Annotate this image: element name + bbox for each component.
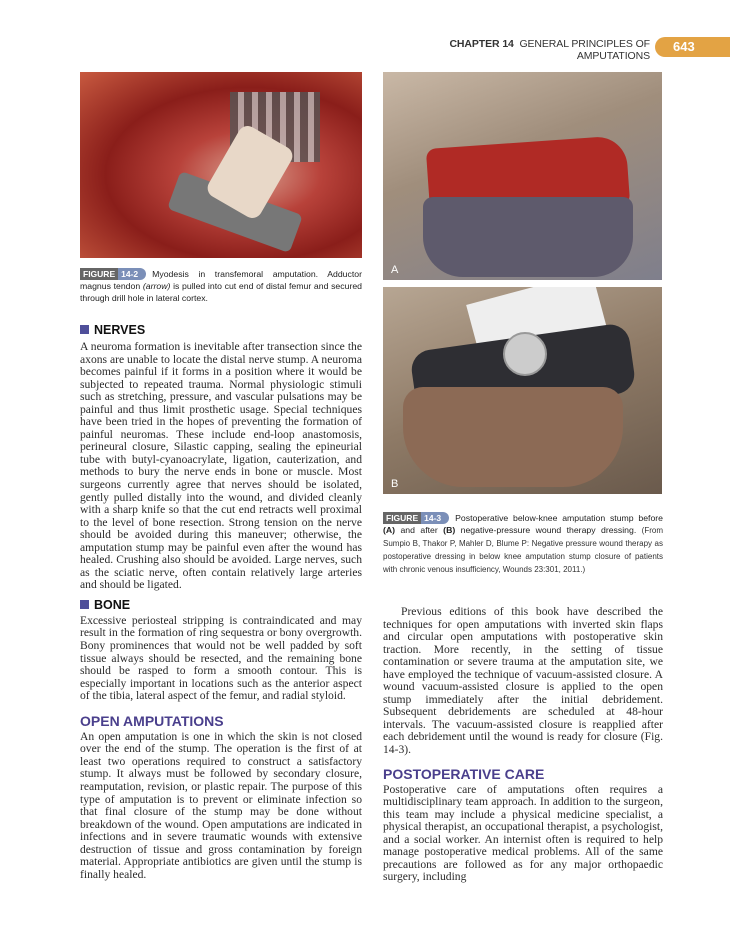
postoperative-care-body: Postoperative care of amputations often requires a multidisciplinary team approach. In addition to the surgeon, this team may include a physical medicine specialist, a physical therapist, an occupational therapist, a psychologist, and a social worker. An internist often is required to help manage postoperative medical problems. All of the same precautions are followed as for any major orthopaedic surgery, including	[383, 782, 663, 884]
figure-14-2-caption	[80, 268, 362, 304]
figure-label: FIGURE	[80, 268, 118, 280]
figure-14-3a-photo	[383, 72, 662, 280]
caption-text: Postoperative below-knee amputation stump before	[455, 513, 663, 523]
caption-text: negative-pressure wound therapy dressing.	[455, 525, 637, 535]
caption-text: and after	[395, 525, 444, 535]
caption-ref-a: (A)	[383, 525, 396, 535]
open-amputations-continued: Previous editions of this book have described the techniques for open amputations with inverted skin flaps and circular open amputations with postoperative skin traction. More recently, in the setting of tissue contamination or severe trauma at the amputation site, we have employed the technique of vacuum-assisted closure. A wound vacuum-assisted closure is applied to the open stump immediately after the initial debridement. Subsequent debridements are scheduled at 48-hour intervals. The vacuum-assisted closure is reapplied after each debridement until the wound is ready for closure (Fig. 14-3).	[383, 605, 663, 757]
bone-heading: BONE	[80, 598, 362, 612]
figure-number: 14-2	[118, 268, 146, 280]
open-amputations-body: An open amputation is one in which the skin is not closed over the end of the stump. The operation is the first of at least two operations required to construct a satisfactory stump. It always must be followed by secondary closure, reamputation, revision, or plastic repair. The purpose of this type of amputation is to prevent or eliminate infection so that final closure of the stump may be done without breakdown of the wound. Open amputations are indicated in infections and in severe traumatic wounds with extensive destruction of tissue and gross contamination by foreign material. Appropriate antibiotics are given until the stump is finally healed.	[80, 729, 362, 881]
postoperative-care-heading: POSTOPERATIVE CARE	[383, 765, 545, 782]
bone-body: Excessive periosteal stripping is contraindicated and may result in the formation of ring sequestra or bony overgrowth. Bony prominences that would not be well padded by soft tissue always should be resected, and the remaining bone should be rasped to form a smooth contour. This is especially important in locations such as the anterior aspect of the tibia, lateral aspect of the femur, and radial styloid.	[80, 613, 362, 703]
open-amputations-heading: OPEN AMPUTATIONS	[80, 712, 224, 729]
page-number: 643	[655, 37, 730, 57]
right-column	[383, 606, 663, 884]
figure-14-3-caption	[383, 512, 663, 576]
caption-ref-b: (B)	[443, 525, 456, 535]
panel-label-a: A	[391, 264, 399, 276]
figure-label: FIGURE	[383, 512, 421, 524]
nerves-heading: NERVES	[80, 323, 362, 337]
figure-14-2-photo	[80, 72, 362, 258]
figure-number: 14-3	[421, 512, 449, 524]
panel-label-b: B	[391, 478, 399, 490]
chapter-number: CHAPTER 14	[449, 38, 514, 50]
running-header	[380, 38, 650, 62]
nerves-body: A neuroma formation is inevitable after transection since the axons are unable to locate the distal nerve stump. A neuroma becomes painful if it forms in a position where it would be subjected to repeated trauma. Normal physiologic stimuli such as stretching, pressure, and vascular pulsations may be painful and thus limit prosthetic usage. Special techniques have been tried in the hopes of preventing the formation of painful neuromas. These include end-loop anastomosis, perineural closure, Silastic capping, sealing the epineurial tube with butyl-cyanoacrylate, ligation, cauterization, and methods to bury the nerve ends in bone or muscle. Most surgeons currently agree that nerves should be isolated, gently pulled distally into the wound, and divided cleanly with a sharp knife so that the cut end retracts well proximal to the level of bone resection. Strong tension on the nerve should be avoided during this maneuver; otherwise, the amputation stump may be painful even after the wound has healed. Crushing also should be avoided. Large nerves, such as the sciatic nerve, often contain relatively large arteries and should be ligated.	[80, 340, 362, 592]
figure-14-3b-photo	[383, 287, 662, 494]
caption-text: is pulled into cut end of distal femur and secured through drill hole in lateral cortex.	[80, 281, 362, 303]
caption-text: Myodesis in transfemoral amputation. Adductor magnus tendon	[80, 269, 362, 291]
caption-italic: (arrow)	[142, 281, 171, 291]
caption-source: (From Sumpio B, Thakor P, Mahler D, Blume P: Negative pressure wound therapy as postoperative dressing in below knee amputation stump closure of patients with chronic venous insufficiency, Wounds 23:301, 2011.)	[383, 526, 663, 574]
left-column	[80, 323, 362, 881]
chapter-title: GENERAL PRINCIPLES OF AMPUTATIONS	[519, 38, 650, 62]
